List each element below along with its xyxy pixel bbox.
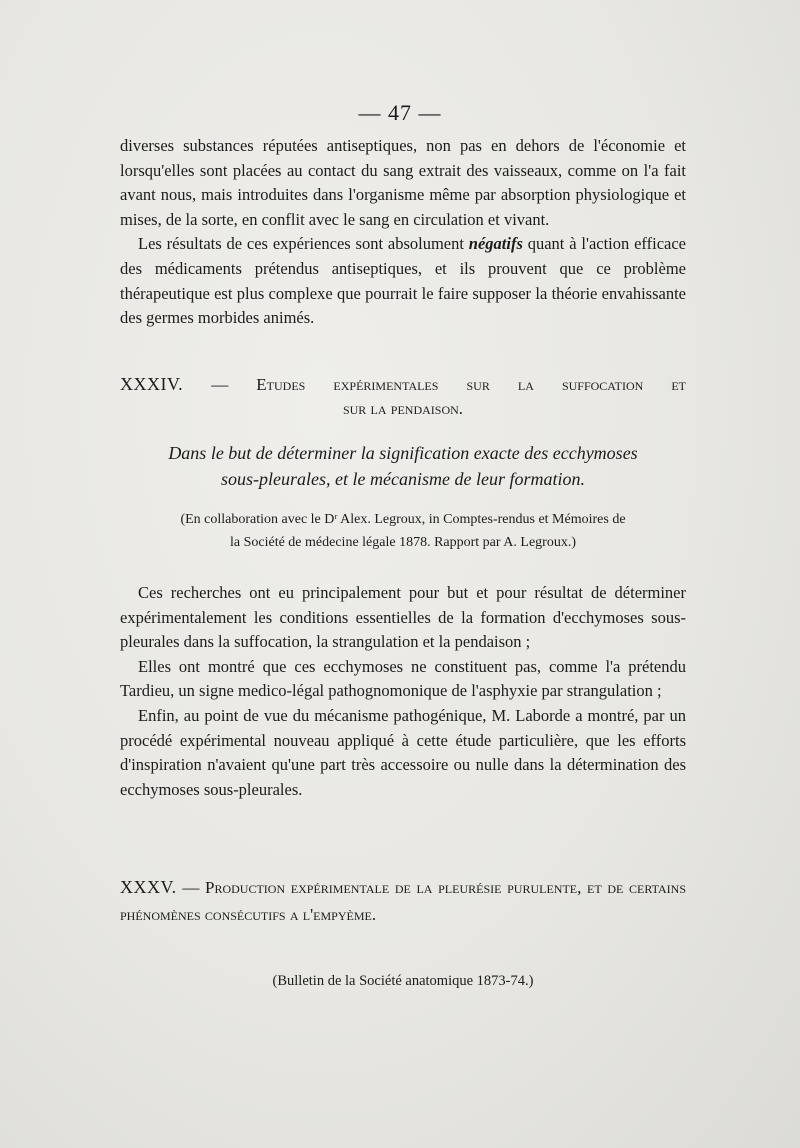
section-34-title-line2: sur la pendaison. bbox=[342, 399, 464, 418]
bulletin-reference: (Bulletin de la Société anatomique 1873-74.) bbox=[272, 973, 534, 989]
section-34-title-line bbox=[120, 372, 686, 397]
section-34-heading bbox=[120, 372, 686, 421]
section-34-subtitle bbox=[110, 440, 696, 492]
intro-text-block bbox=[120, 134, 686, 331]
section-34-paragraph-1: Ces recherches ont eu principalement pour but et pour résultat de déterminer expérimentalement les conditions essentielles de la formation d'ecchymoses sous-pleurales dans la suffocation, la strangulation et la pendaison ; bbox=[120, 583, 686, 652]
section-35-title-block bbox=[120, 874, 686, 928]
section-34-dash: — bbox=[183, 375, 257, 394]
section-34-note bbox=[112, 508, 694, 554]
section-34-paragraph-2: Elles ont montré que ces ecchymoses ne constituent pas, comme l'a prétendu Tardieu, un signe medico-légal pathognomonique de l'asphyxie par strangulation ; bbox=[120, 656, 686, 701]
paragraph-continuation: diverses substances réputées antiseptiques, non pas en dehors de l'économie et lorsqu'elles sont placées au contact du sang extrait des vaisseaux, comme on l'a fait avant nous, mais introduites dans l'organisme même par absorption physiologique et mises, de la sorte, en conflit avec le sang en circulation et vivant. bbox=[120, 136, 686, 229]
paragraph-results bbox=[120, 232, 686, 330]
section-34-title: Etudes expérimentales sur la suffocation et bbox=[256, 375, 687, 394]
section-35-number: XXXV. bbox=[120, 877, 177, 897]
results-text-start: Les résultats de ces expériences sont absolument bbox=[138, 234, 469, 254]
note-line-1: (En collaboration avec le Dʳ Alex. Legroux, in Comptes-rendus et Mémoires de bbox=[180, 512, 626, 527]
results-text-end: quant à l'action efficace des médicaments prétendus antiseptiques, et ils prouvent que ce problème thérapeutique est plus complexe que pourrait le faire supposer la théorie envahissante des germes morbides animés. bbox=[120, 234, 687, 328]
subtitle-line-1: Dans le but de déterminer la signification exacte des ecchymoses bbox=[168, 443, 638, 463]
section-34-paragraph-3: Enfin, au point de vue du mécanisme pathogénique, M. Laborde a montré, par un procédé expérimental nouveau appliqué à cette étude particulière, que les efforts d'inspiration n'avaient qu'une part très accessoire ou nulle dans la détermination des ecchymoses sous-pleurales. bbox=[120, 705, 686, 799]
emphasis-negatifs: négatifs bbox=[468, 234, 523, 254]
section-35-dash: — bbox=[176, 878, 206, 897]
subtitle-line-2: sous-pleurales, et le mécanisme de leur formation. bbox=[221, 469, 585, 489]
page-number: — 47 — bbox=[358, 100, 442, 125]
section-34-body bbox=[120, 581, 686, 802]
section-35-heading bbox=[120, 874, 686, 928]
section-35-title: Production expérimentale de la pleurésie purulente, et de certains phénomènes consécutifs a l'empyème. bbox=[120, 878, 686, 924]
note-line-2: la Société de médecine légale 1878. Rapport par A. Legroux.) bbox=[230, 535, 576, 550]
section-35-note bbox=[120, 970, 686, 993]
section-34-number: XXXIV. bbox=[120, 374, 184, 394]
